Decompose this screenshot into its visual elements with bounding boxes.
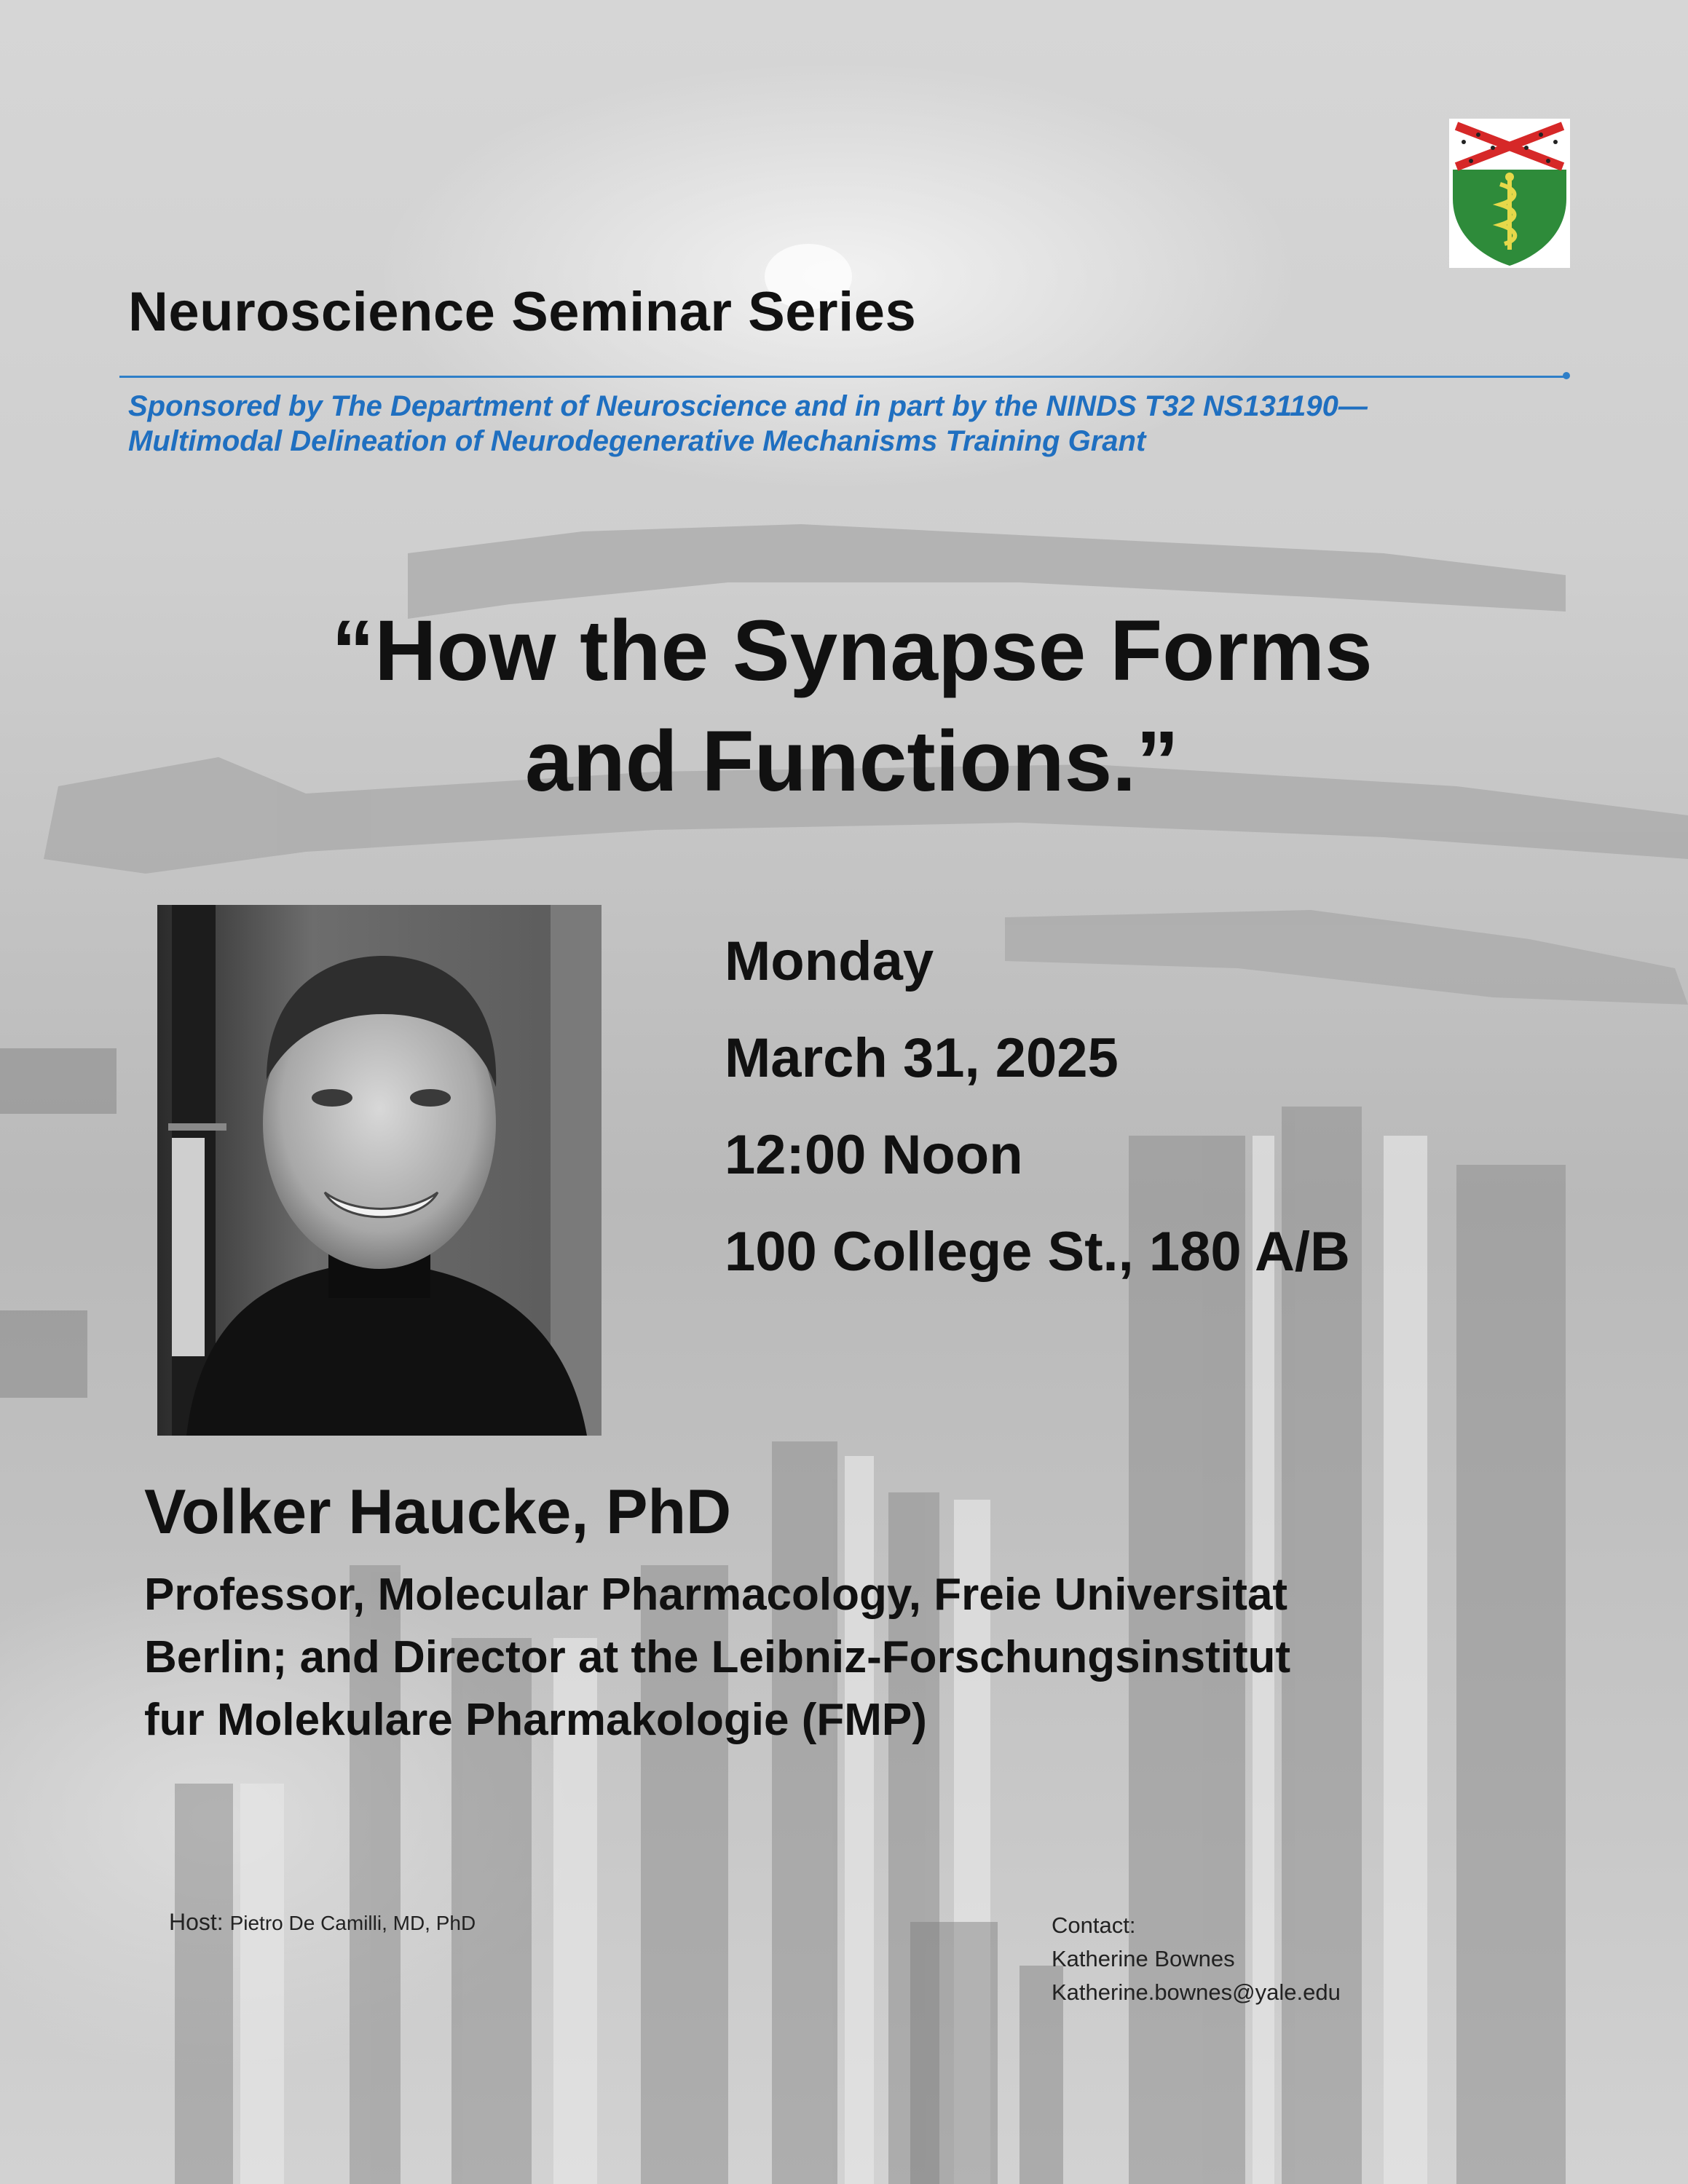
contact-name: Katherine Bownes <box>1052 1946 1235 1971</box>
contact-info <box>1052 1909 1341 2009</box>
event-details <box>725 929 1350 1316</box>
event-day: Monday <box>725 930 934 992</box>
speaker-name: Volker Haucke, PhD <box>144 1477 732 1547</box>
speaker-affiliation-line-1: Professor, Molecular Pharmacology, Freie Universitat <box>144 1570 1288 1620</box>
event-date: March 31, 2025 <box>725 1027 1119 1089</box>
speaker-portrait-photo <box>157 905 602 1436</box>
sponsor-line-2: Multimodal Delineation of Neurodegenerative Mechanisms Training Grant <box>128 425 1146 457</box>
event-time: 12:00 Noon <box>725 1124 1023 1186</box>
contact-label: Contact: <box>1052 1912 1136 1938</box>
talk-title <box>146 596 1558 817</box>
host-info <box>169 1909 476 1936</box>
school-shield-caduceus-icon <box>1449 119 1570 268</box>
series-title: Neuroscience Seminar Series <box>128 281 917 343</box>
crest-logo <box>1449 119 1570 268</box>
contact-email[interactable]: Katherine.bownes@yale.edu <box>1052 1979 1341 2005</box>
speaker-affiliation-line-2: Berlin; and Director at the Leibniz-Forschungsinstitut <box>144 1632 1291 1682</box>
divider-end-dot <box>1563 372 1570 379</box>
host-name: Pietro De Camilli, MD, PhD <box>229 1912 476 1934</box>
speaker-photo <box>157 905 602 1436</box>
speaker-affiliation <box>144 1564 1586 1752</box>
talk-title-line-2: and Functions.” <box>524 713 1180 810</box>
talk-title-line-1: “How the Synapse Forms <box>331 603 1373 699</box>
event-location: 100 College St., 180 A/B <box>725 1221 1350 1283</box>
speaker-affiliation-line-3: fur Molekulare Pharmakologie (FMP) <box>144 1695 927 1745</box>
host-label: Host: <box>169 1909 224 1935</box>
sponsor-text <box>128 389 1585 459</box>
sponsor-line-1: Sponsored by The Department of Neuroscience and in part by the NINDS T32 NS131190— <box>128 390 1368 422</box>
header-divider <box>119 376 1569 378</box>
